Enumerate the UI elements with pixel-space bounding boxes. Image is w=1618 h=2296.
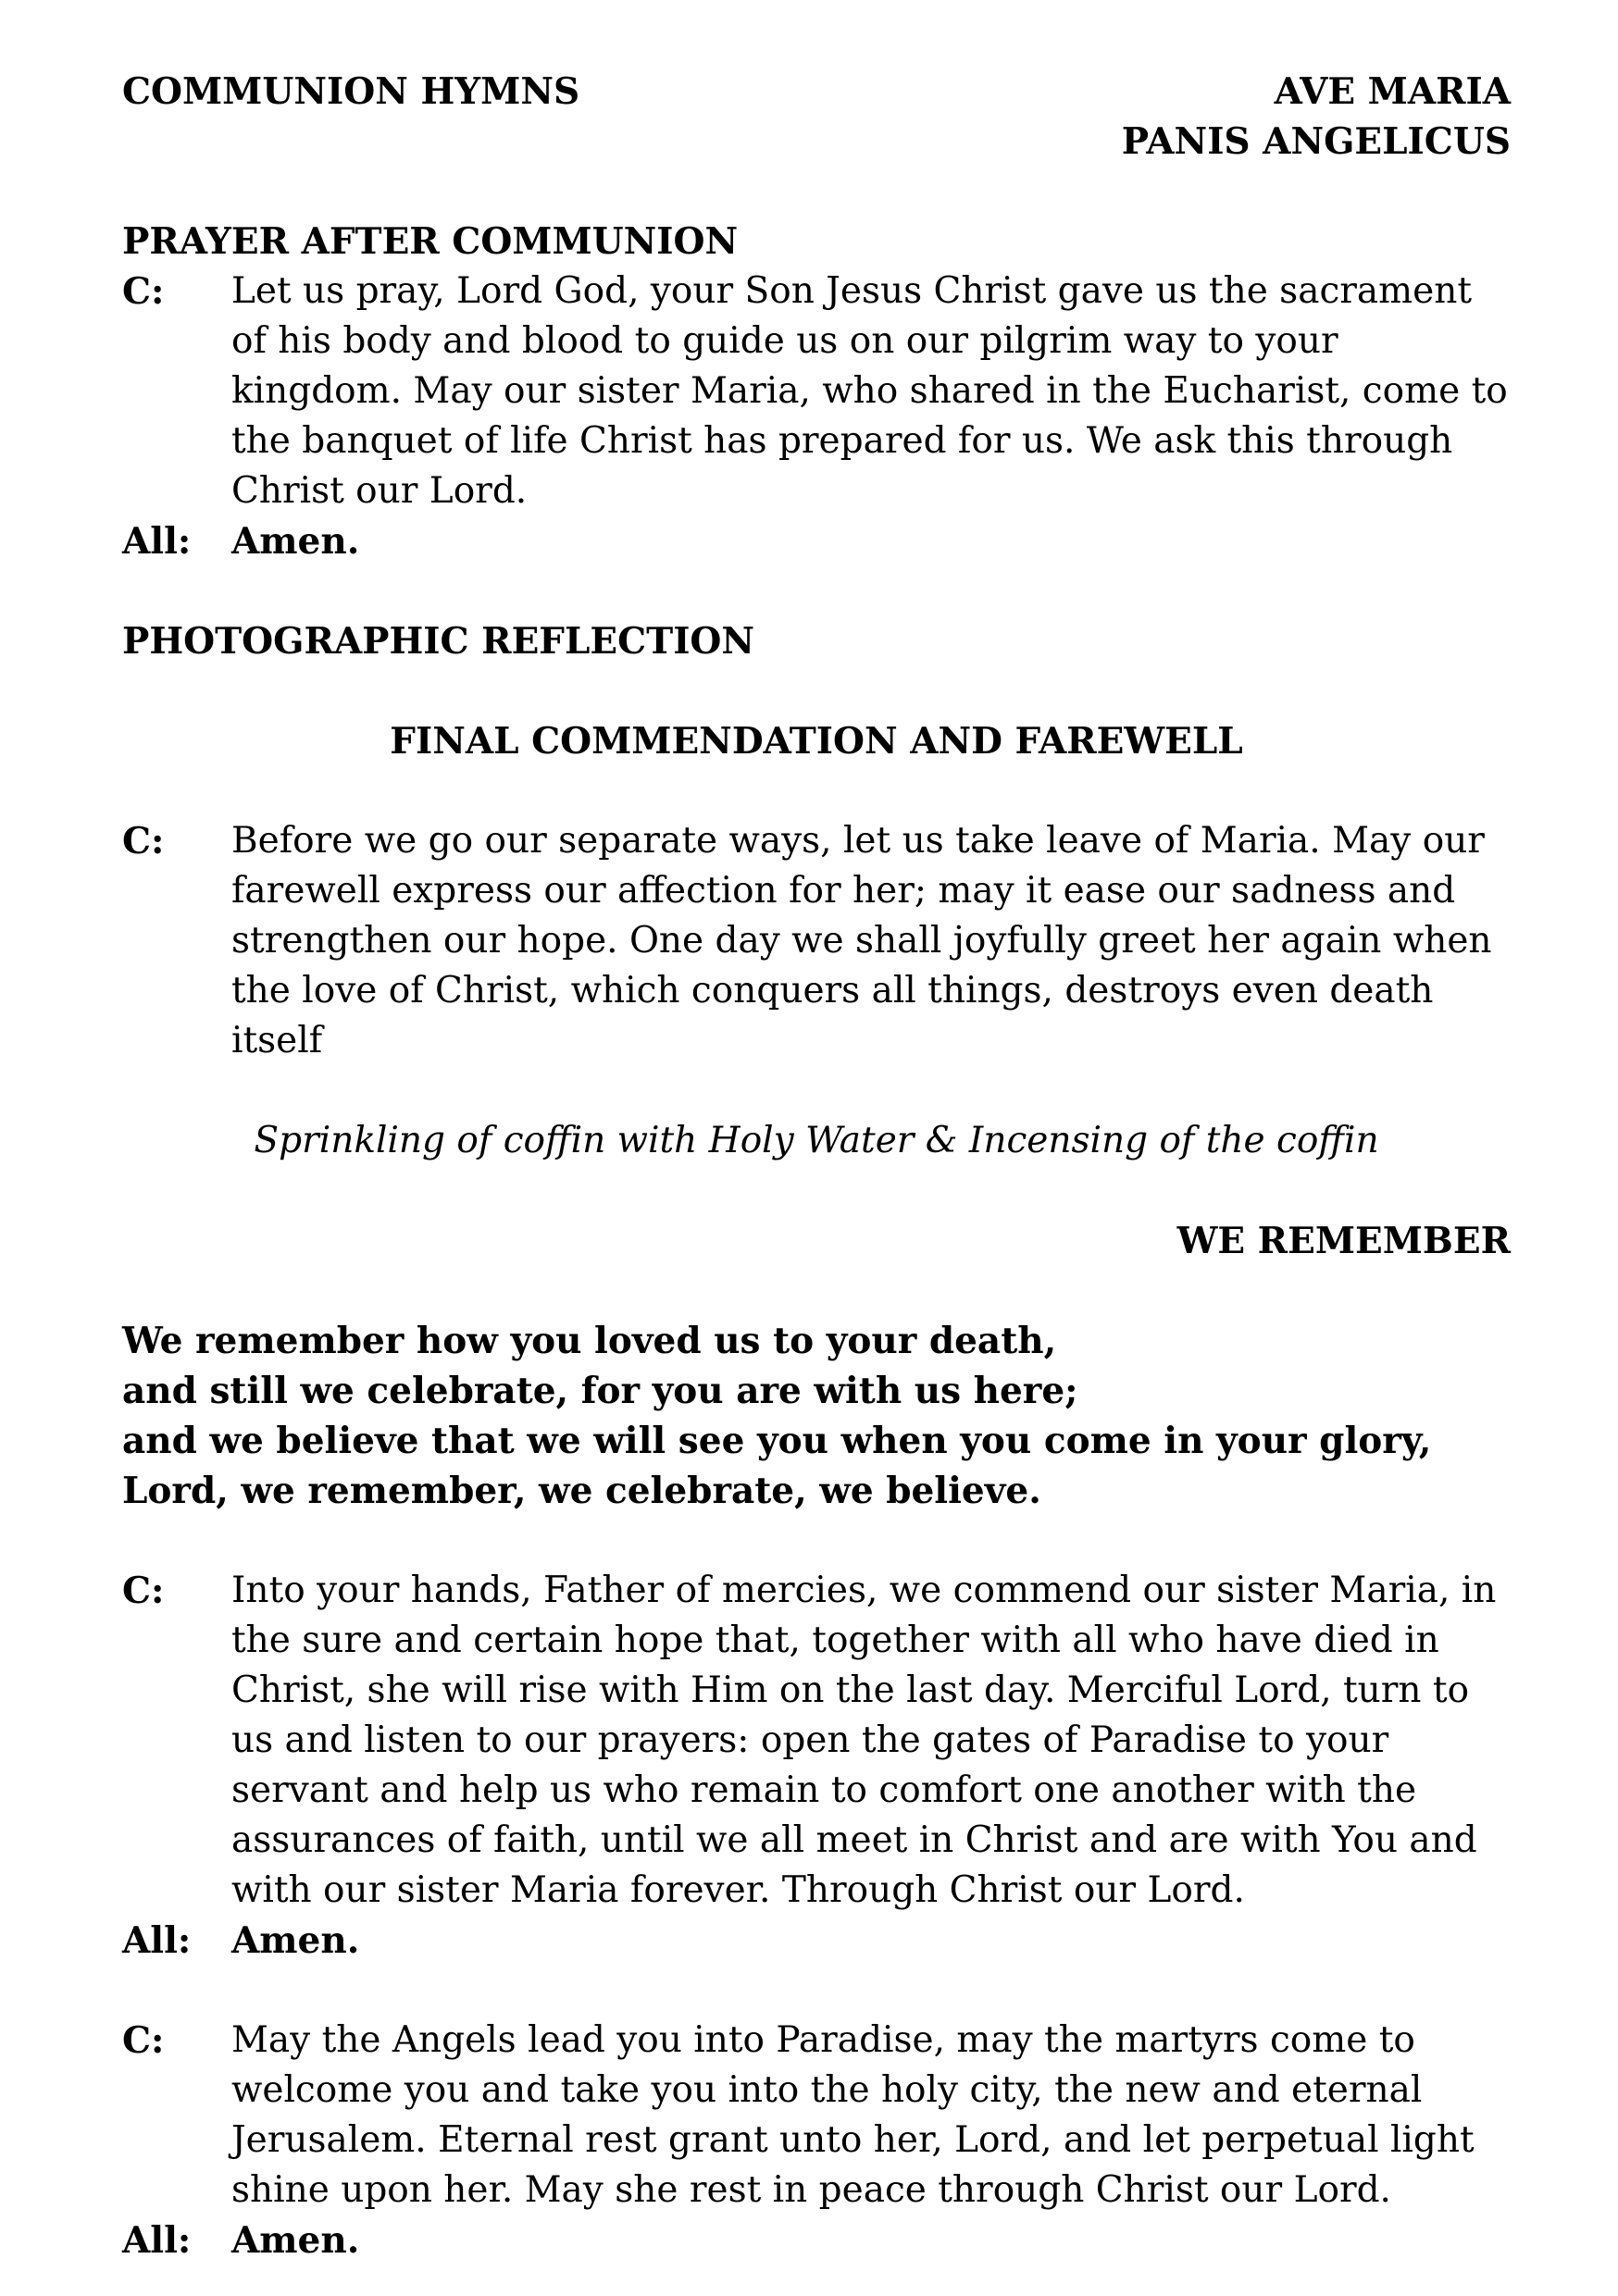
celebrant-text: May the Angels lead you into Paradise, may the martyrs come to welcome you and take you into the holy city, the new and eternal Jerusalem. Eternal rest grant unto her, Lord, and let perpetual light shine upon her. May she rest in peace through Christ our Lord. — [231, 2019, 1475, 2211]
celebrant-entry — [122, 1566, 1511, 1916]
in-paradisum-section — [122, 2016, 1511, 2265]
celebrant-text: Let us pray, Lord God, your Son Jesus Christ gave us the sacrament of his body and blood to guide us on our pilgrim way to your kingdom. May our sister Maria, who shared in the Eucharist, come to the banquet of life Christ has prepared for us. We ask this through Christ our Lord. — [231, 270, 1508, 512]
prayer-after-communion-heading: PRAYER AFTER COMMUNION — [122, 220, 739, 263]
celebrant-entry — [122, 2016, 1511, 2215]
communion-hymns-heading: COMMUNION HYMNS — [122, 70, 580, 113]
response-text: Amen. — [231, 2219, 360, 2262]
we-remember-section — [122, 1216, 1511, 1516]
lyric-line: Lord, we remember, we celebrate, we believe. — [122, 1470, 1041, 1512]
speaker-label: All: — [122, 2219, 192, 2262]
speaker-label: All: — [122, 1919, 192, 1962]
final-commendation-section — [122, 716, 1511, 1166]
hymn-title: AVE MARIA — [1274, 70, 1511, 113]
response-entry — [122, 516, 1511, 566]
celebrant-entry — [122, 267, 1511, 516]
commendation-prayer-section — [122, 1566, 1511, 1966]
lyric-line: and still we celebrate, for you are with us here; — [122, 1370, 1078, 1412]
response-entry — [122, 2215, 1511, 2265]
celebrant-entry — [122, 816, 1511, 1066]
we-remember-heading: WE REMEMBER — [1176, 1220, 1511, 1262]
prayer-after-communion-section — [122, 217, 1511, 566]
response-text: Amen. — [231, 520, 360, 563]
celebrant-text: Before we go our separate ways, let us take leave of Maria. May our farewell express our affection for her; may it ease our sadness and strengthen our hope. One day we shall joyfully greet her again when the love of Christ, which conquers all things, destroys even death itself — [231, 820, 1492, 1061]
final-commendation-heading: FINAL COMMENDATION AND FAREWELL — [390, 720, 1243, 763]
rubric-text: Sprinkling of coffin with Holy Water & Incensing of the coffin — [254, 1120, 1379, 1161]
communion-hymns-section — [122, 67, 1511, 167]
we-remember-lyrics — [122, 1316, 1511, 1516]
response-text: Amen. — [231, 1919, 360, 1962]
hymn-title: PANIS ANGELICUS — [1121, 120, 1511, 163]
celebrant-text: Into your hands, Father of mercies, we commend our sister Maria, in the sure and certain hope that, together with all who have died in Christ, she will rise with Him on the last day. Merciful Lord, turn to us and listen to our prayers: open the gates of Paradise to your servant and help us who remain to comfort one another with the assurances of faith, until we all meet in Christ and are with You and with our sister Maria forever. Through Christ our Lord. — [231, 1570, 1497, 1911]
speaker-label: C: — [122, 1570, 165, 1612]
speaker-label: All: — [122, 520, 192, 563]
hymn-list — [1122, 67, 1511, 167]
photographic-reflection-heading: PHOTOGRAPHIC REFLECTION — [122, 620, 755, 663]
lyric-line: and we believe that we will see you when you come in your glory, — [122, 1420, 1432, 1462]
speaker-label: C: — [122, 270, 165, 313]
response-entry — [122, 1916, 1511, 1966]
speaker-label: C: — [122, 820, 165, 863]
photographic-reflection-section — [122, 616, 1511, 666]
speaker-label: C: — [122, 2019, 165, 2062]
order-of-service-page — [122, 67, 1511, 2265]
lyric-line: We remember how you loved us to your death, — [122, 1320, 1057, 1362]
